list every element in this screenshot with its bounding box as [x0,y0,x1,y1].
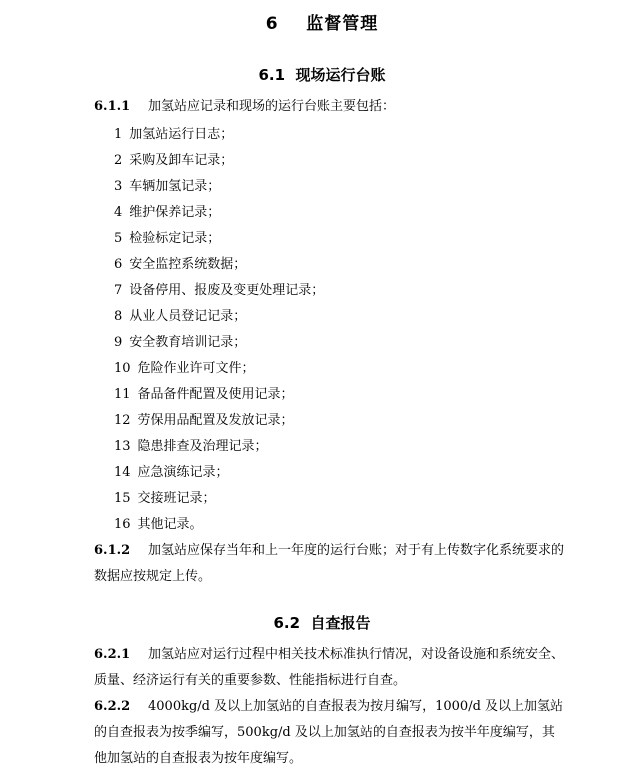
list-item [114,512,324,538]
list-item-index: 3 [114,179,123,194]
list-item-index: 7 [114,283,123,298]
list-item [114,148,324,174]
list-item-text: 维护保养记录； [129,205,221,220]
list-item-index: 5 [114,231,123,246]
list-item-index: 13 [114,439,131,454]
list-item [114,304,324,330]
clause-number: 6.1.1 [94,99,131,114]
list-item-text: 劳保用品配置及发放记录； [137,413,294,428]
list-item-text: 检验标定记录； [129,231,221,246]
list-item [114,434,324,460]
list-item [114,252,324,278]
clause-number: 6.2.1 [94,647,131,662]
list-item-text: 安全教育培训记录； [129,335,247,350]
list-item-text: 设备停用、报废及变更处理记录； [129,283,325,298]
clause-text: 加氢站应记录和现场的运行台账主要包括： [148,99,396,114]
chapter-number: 6 [265,14,279,34]
list-item-index: 4 [114,205,123,220]
clause-6-1-2 [94,538,564,590]
chapter-title: 监督管理 [306,14,379,34]
list-item [114,174,324,200]
clause-number: 6.2.2 [94,699,131,714]
list-item-index: 10 [114,361,131,376]
list-item [114,122,324,148]
list-item-index: 8 [114,309,123,324]
list-item-text: 加氢站运行日志； [129,127,234,142]
section-heading-6-1 [0,64,644,86]
list-item [114,226,324,252]
section-heading-6-2 [0,612,644,634]
list-item [114,460,324,486]
clause-6-2-1 [94,642,564,694]
list-item [114,200,324,226]
clause-text: 4000kg/d 及以上加氢站的自查报表为按月编写，1000/d 及以上加氢站的自查报表为按季编写，500kg/d 及以上加氢站的自查报表为按半年度编写，其他加氢站的自查报表为按年度编写。 [94,699,564,766]
list-item-text: 应急演练记录； [137,465,229,480]
section-number: 6.1 [258,66,286,84]
list-item-text: 隐患排查及治理记录； [137,439,268,454]
list-item-text: 交接班记录； [137,491,216,506]
section-title: 自查报告 [310,614,371,632]
clause-text: 加氢站应保存当年和上一年度的运行台账；对于有上传数字化系统要求的数据应按规定上传。 [94,543,565,584]
list-item-text: 安全监控系统数据； [129,257,247,272]
list-item [114,486,324,512]
record-list [114,122,324,538]
list-item-text: 危险作业许可文件； [137,361,255,376]
list-item [114,408,324,434]
list-item-text: 采购及卸车记录； [129,153,234,168]
list-item-text: 从业人员登记记录； [129,309,247,324]
list-item [114,356,324,382]
list-item-text: 备品备件配置及使用记录； [137,387,294,402]
list-item-index: 14 [114,465,131,480]
list-item-index: 2 [114,153,123,168]
list-item-index: 9 [114,335,123,350]
list-item-text: 其他记录。 [137,517,203,532]
list-item-index: 12 [114,413,131,428]
chapter-heading [0,12,644,36]
section-title: 现场运行台账 [295,66,386,84]
list-item-index: 16 [114,517,131,532]
list-item-index: 11 [114,387,131,402]
clause-text: 加氢站应对运行过程中相关技术标准执行情况，对设备设施和系统安全、质量、经济运行有关的重要参数、性能指标进行自查。 [94,647,565,688]
clause-6-2-2 [94,694,564,772]
list-item [114,330,324,356]
list-item [114,382,324,408]
list-item [114,278,324,304]
clause-number: 6.1.2 [94,543,131,558]
list-item-text: 车辆加氢记录； [129,179,221,194]
clause-6-1-1 [94,94,564,120]
list-item-index: 6 [114,257,123,272]
list-item-index: 15 [114,491,131,506]
list-item-index: 1 [114,127,123,142]
section-number: 6.2 [273,614,301,632]
